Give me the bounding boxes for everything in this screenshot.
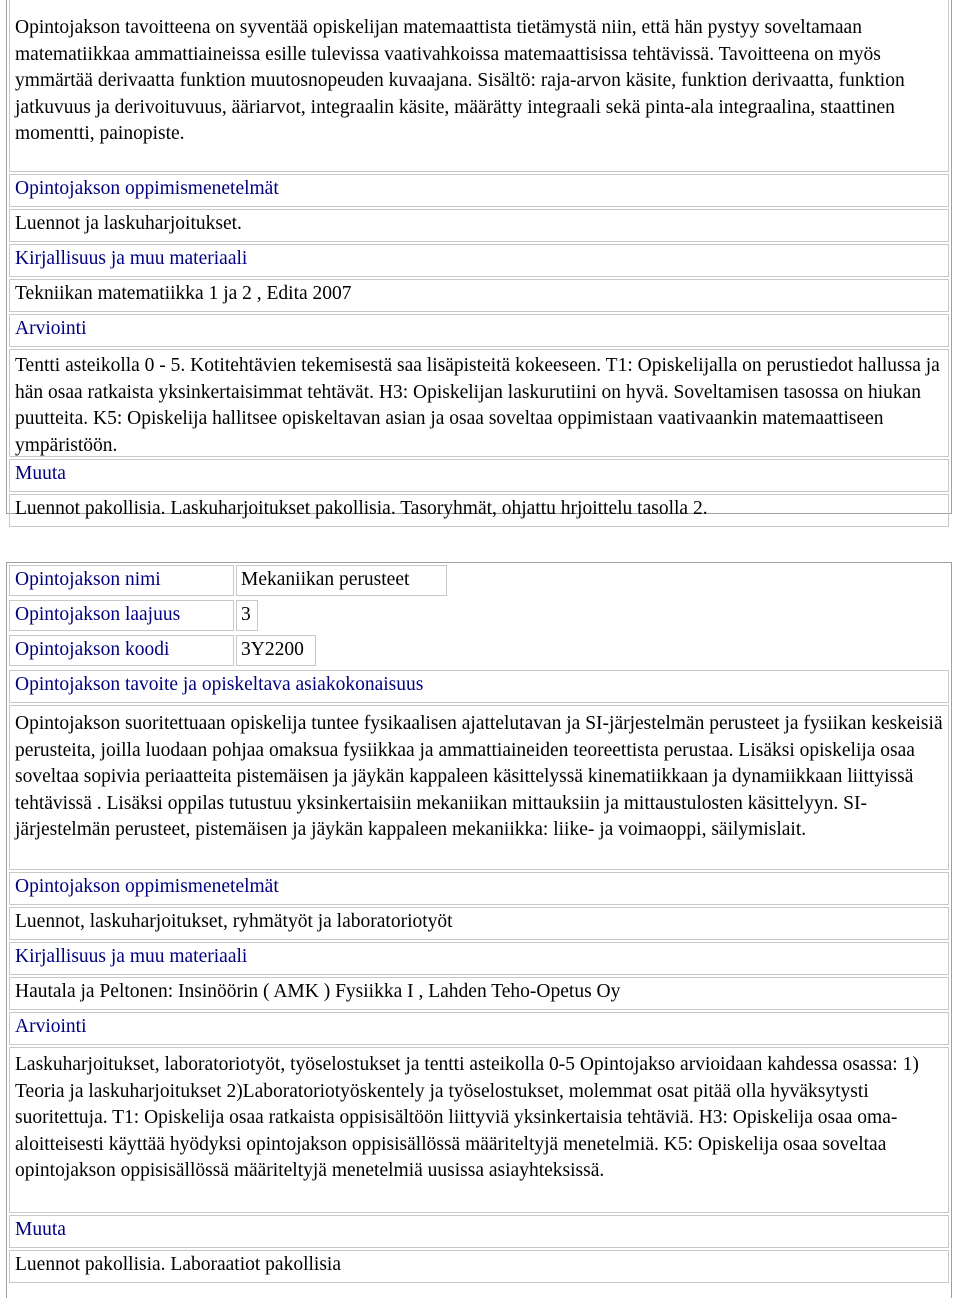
course2-code-label: Opintojakson koodi bbox=[9, 635, 234, 666]
course2-code-value: 3Y2200 bbox=[236, 635, 316, 666]
course1-methods-heading: Opintojakson oppimismenetelmät bbox=[9, 174, 949, 207]
course2-name-value: Mekaniikan perusteet bbox=[236, 565, 447, 596]
course2-scope-row bbox=[7, 598, 951, 633]
course2-methods-text: Luennot, laskuharjoitukset, ryhmätyöt ja laboratoriotyöt bbox=[9, 907, 949, 940]
course-table-2 bbox=[6, 562, 952, 1298]
course2-literature-heading: Kirjallisuus ja muu materiaali bbox=[9, 942, 949, 975]
course-table-1 bbox=[6, 0, 952, 519]
course2-other-text: Luennot pakollisia. Laboraatiot pakollisia bbox=[9, 1250, 949, 1283]
course2-code-row bbox=[7, 633, 951, 668]
course2-methods-heading: Opintojakson oppimismenetelmät bbox=[9, 872, 949, 905]
course2-name-row bbox=[7, 563, 951, 598]
course1-goal-text: Opintojakson tavoitteena on syventää opiskelijan matemaattista tietämystä niin, että hän pystyy soveltamaan matematiikkaa ammattiaineissa esille tulevissa vaativahkoissa matemaattisissa tehtävissä. Tavoitteena on myös ymmärtää derivaatta funktion muutosnopeuden kuvaajana. Sisältö: raja-arvon käsite, funktion derivaatta, funktion jatkuvuus ja derivoituvuus, ääriarvot, integraalin käsite, määrätty integraali sekä pinta-ala integraalina, staattinen momentti, painopiste. bbox=[9, 0, 949, 172]
course2-assessment-text: Laskuharjoitukset, laboratoriotyöt, työselostukset ja tentti asteikolla 0-5 Opintojakso arvioidaan kahdessa osassa: 1) Teoria ja laskuharjoitukset 2)Laboratoriotyöskentely ja työselostukset, molemmat osat pitää olla hyväksytysti suoritettuja. T1: Opiskelija osaa ratkaista oppisisältöön liittyviä yksinkertaisia tehtäviä. H3: Opiskelija osaa oma-aloitteisesti käyttää hyödyksi opintojakson oppisisällössä määriteltyjä menetelmiä. K5: Opiskelija osaa soveltaa opintojakson oppisisällössä määriteltyjä menetelmiä uusissa asiayhteksissä. bbox=[9, 1047, 949, 1213]
course2-scope-label: Opintojakson laajuus bbox=[9, 600, 234, 631]
course1-literature-heading: Kirjallisuus ja muu materiaali bbox=[9, 244, 949, 277]
course2-literature-text: Hautala ja Peltonen: Insinöörin ( AMK ) Fysiikka I , Lahden Teho-Opetus Oy bbox=[9, 977, 949, 1010]
course2-other-heading: Muuta bbox=[9, 1215, 949, 1248]
course1-literature-text: Tekniikan matematiikka 1 ja 2 , Edita 2007 bbox=[9, 279, 949, 312]
course1-methods-text: Luennot ja laskuharjoitukset. bbox=[9, 209, 949, 242]
course2-goal-heading: Opintojakson tavoite ja opiskeltava asiakokonaisuus bbox=[9, 670, 949, 703]
course2-goal-text: Opintojakson suoritettuaan opiskelija tuntee fysikaalisen ajattelutavan ja SI-järjestelmän perusteet ja fysiikan keskeisiä perusteita, joilla luodaan pohjaa omaksua fysiikkaa ja ammattiaineiden teoreettista perustaa. Lisäksi opiskelija osaa soveltaa sopivia periaatteita pistemäisen ja jäykän kappaleen käsittelyssä kinematiikkaan ja dynamiikkaan liittyissä tehtävissä . Lisäksi oppilas tutustuu yksinkertaisiin mekaniikan mittauksiin ja mittaustulosten käsittelyyn. SI-järjestelmän perusteet, pistemäisen ja jäykän kappaleen mekaniikka: liike- ja voimaoppi, säilymislait. bbox=[9, 705, 949, 870]
course1-assessment-text: Tentti asteikolla 0 - 5. Kotitehtävien tekemisestä saa lisäpisteitä kokeeseen. T1: Opiskelijalla on perustiedot hallussa ja hän osaa ratkaista yksinkertaisimmat tehtävät. H3: Opiskelijan laskurutiini on hyvä. Soveltamisen tasossa on hiukan puutteita. K5: Opiskelija hallitsee opiskeltavan asian ja osaa soveltaa oppimistaan vaativaankin matemaattiseen ympäristöön. bbox=[9, 349, 949, 457]
course1-other-text: Luennot pakollisia. Laskuharjoitukset pakollisia. Tasoryhmät, ohjattu hrjoittelu tasolla 2. bbox=[9, 494, 949, 527]
course2-name-label: Opintojakson nimi bbox=[9, 565, 234, 596]
course1-assessment-heading: Arviointi bbox=[9, 314, 949, 347]
course2-assessment-heading: Arviointi bbox=[9, 1012, 949, 1045]
course2-scope-value: 3 bbox=[236, 600, 258, 631]
course1-other-heading: Muuta bbox=[9, 459, 949, 492]
